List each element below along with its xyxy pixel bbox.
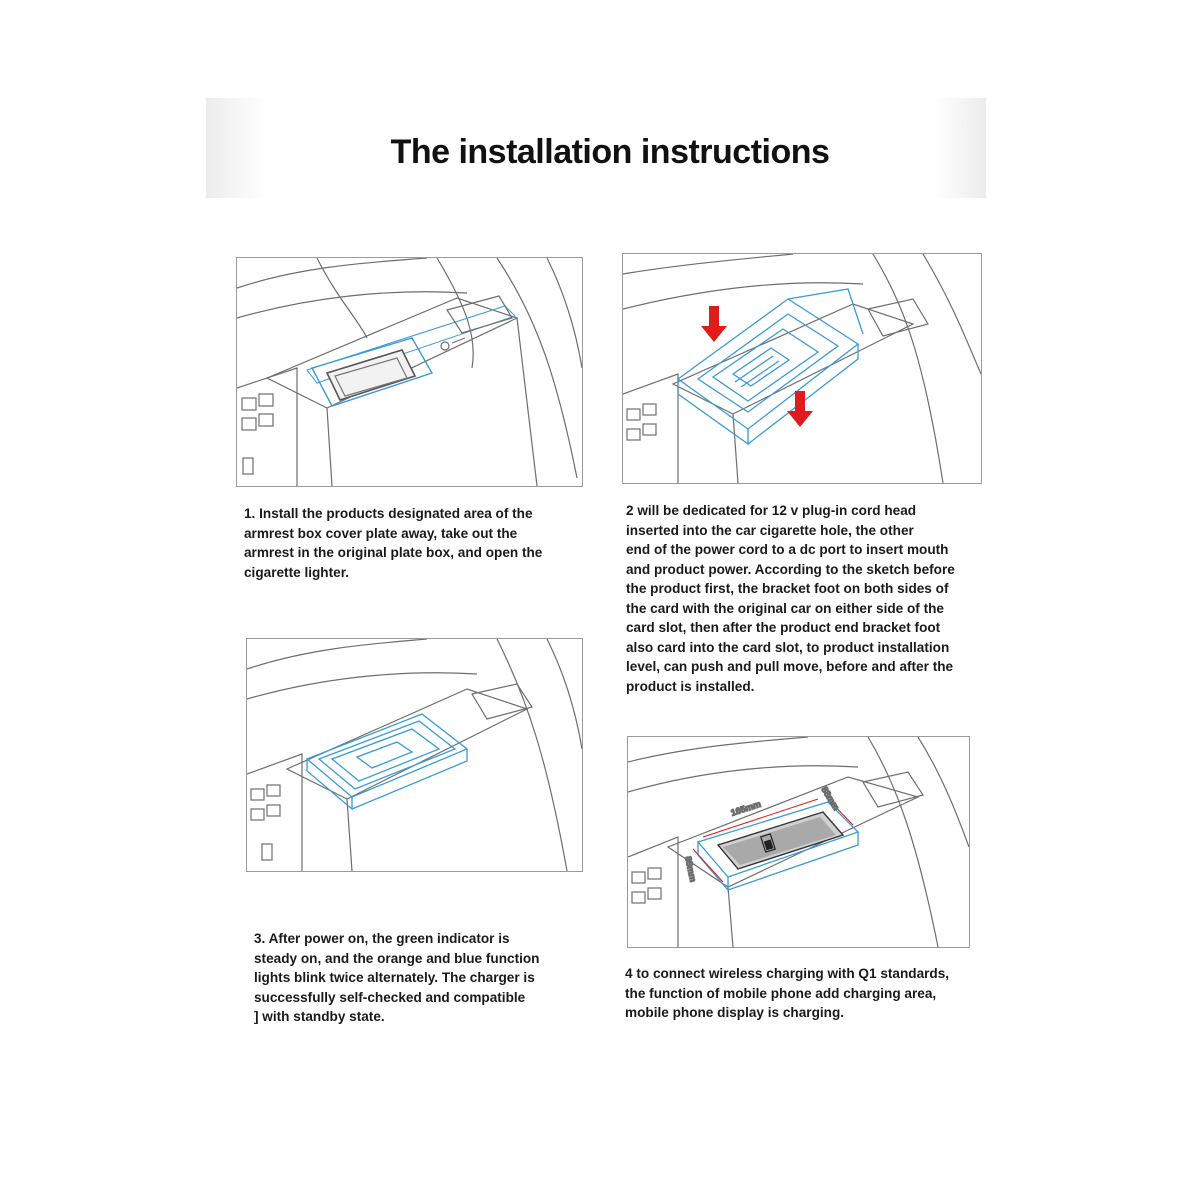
installed-charger: [307, 714, 467, 809]
step-3-text: 3. After power on, the green indicator is steady on, and the orange and blue function lights blink twice alternately. The charger is successfully self-checked and compatible ] with standby state.: [254, 931, 540, 1024]
step-2-illustration: [622, 253, 982, 484]
page-title: The installation instructions: [390, 133, 830, 171]
step-4-illustration: [627, 736, 970, 948]
corner-shadow-right: [934, 98, 986, 198]
step-1-text: 1. Install the products designated area of the armrest box cover plate away, take out the armrest in the original plate box, and open the cigarette lighter.: [244, 506, 543, 580]
dimension-width-side-label: 88mm: [683, 855, 699, 883]
dimension-length-label: 165mm: [729, 798, 763, 818]
arrow-icon: [701, 306, 727, 342]
step-2-text: 2 will be dedicated for 12 v plug-in cord head inserted into the car cigarette hole, the other end of the power cord to a dc port to insert mouth and product power. According to the sketch before the product first, the bracket foot on both sides of the card with the original car on either side of the card slot, then after the product end bracket foot also card into the card slot, to product installation level, can push and pull move, before and after the product is installed.: [626, 503, 955, 694]
step-1-illustration: [236, 257, 583, 487]
step-3-illustration: [246, 638, 583, 872]
corner-shadow-left: [206, 98, 266, 198]
step-4-text: 4 to connect wireless charging with Q1 standards, the function of mobile phone add charging area, mobile phone display is charging.: [625, 966, 950, 1020]
dimension-width-top-label: 88mm: [819, 784, 842, 813]
